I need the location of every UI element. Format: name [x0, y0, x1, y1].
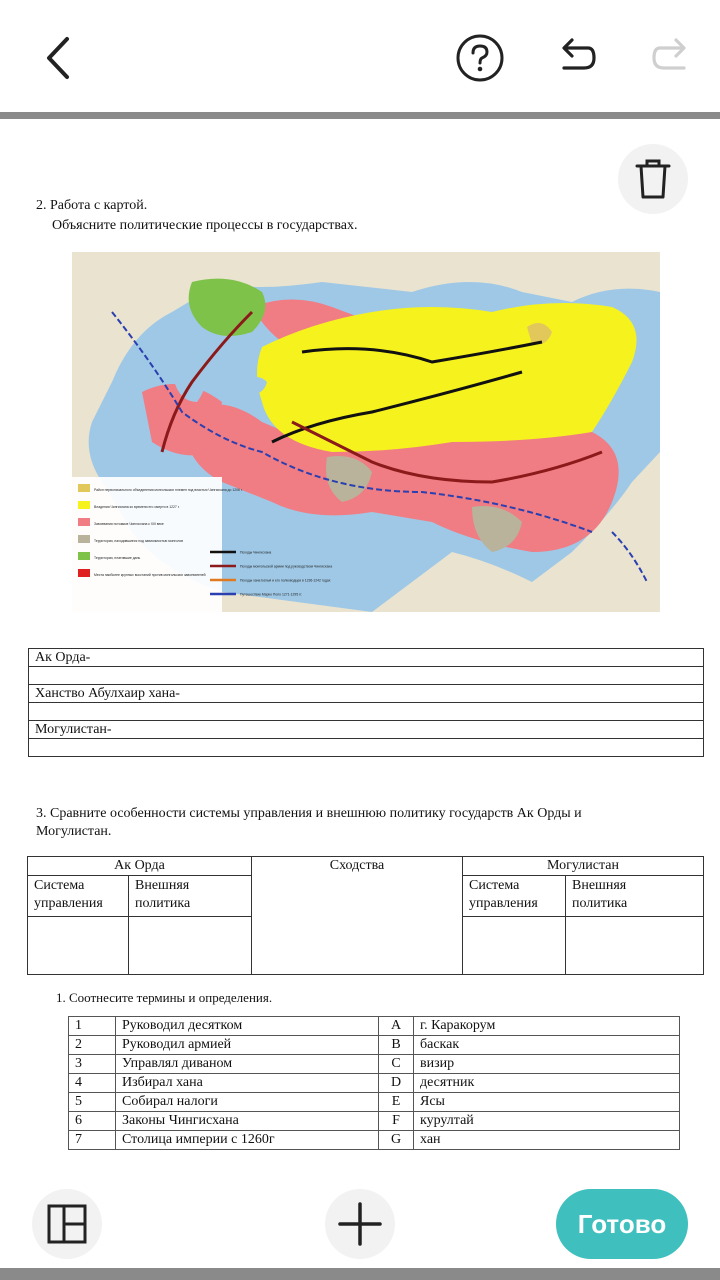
legend-swatch	[78, 552, 90, 560]
matching-row	[69, 1093, 680, 1112]
matching-num: 2	[69, 1036, 116, 1055]
matching-letter: D	[379, 1074, 414, 1093]
head-mogulistan: Могулистан	[463, 857, 704, 876]
sub-system-right-line1: Система	[469, 878, 520, 893]
matching-num: 1	[69, 1017, 116, 1036]
answer-cell	[29, 739, 704, 757]
matching-def: визир	[414, 1055, 680, 1074]
matching-row	[69, 1131, 680, 1150]
answer-cell	[29, 703, 704, 721]
cell-empty	[463, 917, 566, 975]
arrow-text: Походы монгольской армии под руководством Чингисхана	[240, 564, 333, 569]
back-button[interactable]	[30, 30, 86, 86]
layout-grid-icon	[47, 1204, 87, 1244]
cell-empty	[28, 917, 129, 975]
layout-button[interactable]	[32, 1189, 102, 1259]
matching-row	[69, 1017, 680, 1036]
matching-row	[69, 1055, 680, 1074]
legend-text: Завоевания потомков Чингисхана к XIII веке	[94, 522, 164, 526]
matching-def: десятник	[414, 1074, 680, 1093]
legend-text: Территории, платившие дань	[94, 556, 141, 560]
matching-num: 4	[69, 1074, 116, 1093]
matching-term: Законы Чингисхана	[116, 1112, 379, 1131]
sub-system-right	[463, 876, 566, 917]
legend-swatch	[78, 535, 90, 543]
bottom-divider	[0, 1268, 720, 1280]
sub-system-left-line2: управления	[34, 896, 103, 911]
trash-icon	[635, 158, 671, 200]
sub-policy-right-line1: Внешняя	[572, 878, 627, 893]
matching-letter: E	[379, 1093, 414, 1112]
answer-row	[29, 667, 704, 685]
head-ak-orda: Ак Орда	[28, 857, 252, 876]
cell-empty	[566, 917, 704, 975]
section2-title: 2. Работа с картой.	[36, 198, 148, 213]
matching-table	[68, 1016, 680, 1150]
answer-row	[29, 703, 704, 721]
matching-row	[69, 1074, 680, 1093]
matching-term: Руководил армией	[116, 1036, 379, 1055]
sub-policy-left-line2: политика	[135, 896, 191, 911]
matching-letter: F	[379, 1112, 414, 1131]
cell-empty	[129, 917, 252, 975]
legend-swatch	[78, 518, 90, 526]
plus-icon	[338, 1202, 382, 1246]
matching-row	[69, 1112, 680, 1131]
question-circle-icon	[455, 33, 505, 83]
matching-term: Избирал хана	[116, 1074, 379, 1093]
help-button[interactable]	[454, 32, 506, 84]
matching-letter: B	[379, 1036, 414, 1055]
matching-term: Руководил десятком	[116, 1017, 379, 1036]
matching-num: 3	[69, 1055, 116, 1074]
matching-term: Управлял диваном	[116, 1055, 379, 1074]
arrow-text: Путешествие Марко Поло 1271-1295 гг.	[240, 592, 303, 597]
done-button[interactable]: Готово	[556, 1189, 688, 1259]
answer-cell: Ханство Абулхаир хана-	[29, 685, 704, 703]
legend-swatch	[78, 484, 90, 492]
add-button[interactable]	[325, 1189, 395, 1259]
matching-letter: G	[379, 1131, 414, 1150]
matching-term: Столица империи с 1260г	[116, 1131, 379, 1150]
legend-swatch	[78, 501, 90, 509]
sub-policy-right-line2: политика	[572, 896, 628, 911]
matching-def: Ясы	[414, 1093, 680, 1112]
legend-text: Район первоначального объединения монгольских племен под властью Чингисхана до 1206 г.	[94, 488, 243, 492]
redo-icon	[650, 38, 694, 78]
toolbar-divider	[0, 112, 720, 119]
sub-system-left	[28, 876, 129, 917]
matching-term: Собирал налоги	[116, 1093, 379, 1112]
map-legend-box	[72, 477, 222, 612]
answer-cell: Могулистан-	[29, 721, 704, 739]
matching-num: 6	[69, 1112, 116, 1131]
arrow-text: Походы хана Батыя и его полководцев в 1236-1242 годах	[240, 578, 331, 583]
head-similarities: Сходства	[252, 857, 463, 975]
matching-def: курултай	[414, 1112, 680, 1131]
comparison-table	[27, 856, 704, 975]
answer-cell	[29, 667, 704, 685]
answer-row	[29, 721, 704, 739]
delete-button[interactable]	[618, 144, 688, 214]
matching-def: г. Каракорум	[414, 1017, 680, 1036]
legend-swatch	[78, 569, 90, 577]
section1-title: 1. Соотнесите термины и определения.	[56, 990, 273, 1005]
sub-policy-right	[566, 876, 704, 917]
answer-cell: Ак Орда-	[29, 649, 704, 667]
matching-letter: C	[379, 1055, 414, 1074]
matching-def: хан	[414, 1131, 680, 1150]
redo-button[interactable]	[644, 32, 700, 84]
legend-text: Владения Чингисхана ко времени его смерти в 1227 г.	[94, 505, 180, 509]
answer-row	[29, 685, 704, 703]
answer-row	[29, 649, 704, 667]
matching-num: 5	[69, 1093, 116, 1112]
matching-def: баскак	[414, 1036, 680, 1055]
mongol-empire-map	[72, 252, 660, 612]
sub-policy-left-line1: Внешняя	[135, 878, 190, 893]
section3-line1: 3. Сравните особенности системы управления и внешнюю политику государств Ак Орды и	[36, 806, 582, 821]
top-toolbar	[0, 0, 720, 112]
legend-text: Места наиболее крупных восстаний против монгольских завоевателей	[94, 573, 206, 577]
undo-button[interactable]	[548, 32, 604, 84]
undo-icon	[554, 38, 598, 78]
legend-text: Территории, находившиеся под зависимостью монголов	[94, 539, 184, 543]
arrow-text: Походы Чингисхана	[240, 550, 272, 555]
section2-subtitle: Объясните политические процессы в государствах.	[52, 218, 358, 233]
answer-table-map	[28, 648, 704, 757]
matching-num: 7	[69, 1131, 116, 1150]
answer-row	[29, 739, 704, 757]
sub-system-right-line2: управления	[469, 896, 538, 911]
chevron-left-icon	[41, 35, 75, 81]
sub-system-left-line1: Система	[34, 878, 85, 893]
sub-policy-left	[129, 876, 252, 917]
matching-row	[69, 1036, 680, 1055]
matching-letter: A	[379, 1017, 414, 1036]
section3-line2: Могулистан.	[36, 824, 112, 839]
